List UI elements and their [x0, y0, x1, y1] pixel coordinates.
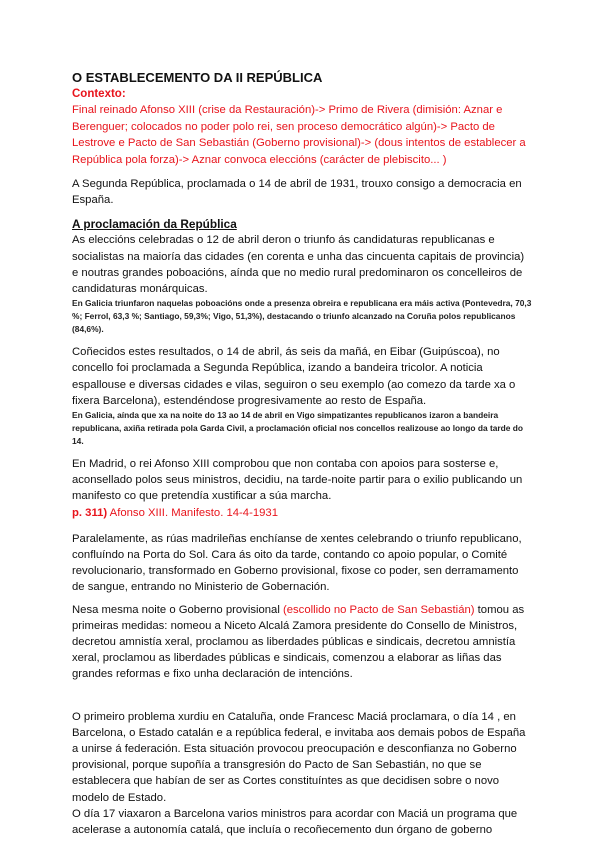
paragraph-catalonia: O primeiro problema xurdiu en Cataluña, onde Francesc Maciá proclamara, o día 14 , en Barcelona, o Estado catalán e a república federal, e invitaba aos demais pobos de España a unirse á federación. Esta situación provocou preocupación e desconfianza no Goberno provisional, porque supoñía a transgresión do Pacto de San Sebastián, no que se establecera que habían de ser as Cortes constituíntes as que decidisen sobre o novo modelo de Estado.	[72, 710, 526, 804]
intro-paragraph: A Segunda República, proclamada o 14 de abril de 1931, trouxo consigo a democracia en España.	[72, 178, 522, 207]
context-text: Final reinado Afonso XIII (crise da Restauración)-> Primo de Rivera (dimisión: Aznar e Berenguer; colocados no poder polo rei, sen proceso democrático algún)-> Pacto de Lestrove e Pacto de San Sebastián (Goberno provisional)-> (dous intentos de establecer a República pola forza)-> Aznar convoca eleccións (carácter de plebiscito... )	[72, 104, 526, 166]
measures-text-b: tomou as primeiras medidas: nomeou a Niceto Alcalá Zamora presidente do Consello de Ministros, decretou amnistía xeral, proclamou as liberdades públicas e sindicais, decretou amnistía xeral, proclamou as liberdades públicas e sindicais, comenzou a elaborar as liñas das grandes reformas e fixo unha declaración de intencións.	[72, 603, 525, 681]
context-label: Contexto:	[72, 88, 126, 100]
note-galicia-results: En Galicia triunfaron naquelas poboacións onde a presenza obreira e republicana era máis activa (Pontevedra, 70,3 %; Ferrol, 63,3 %; Santiago, 59,3%; Vigo, 51,3%), destacando o triunfo alcanzado na Coruña polos republicanos (84,6%).	[72, 298, 532, 335]
paragraph-madrid: En Madrid, o rei Afonso XIII comprobou que non contaba con apoios para sosterse e, aconsellado polos seus ministros, decidiu, na tarde-noite partir para o exilio publicando un manifesto co que pretendía xustificar a súa marcha.	[72, 458, 523, 503]
paragraph-proclamation: Coñecidos estes resultados, o 14 de abril, ás seis da mañá, en Eibar (Guipúscoa), no concello foi proclamada a Segunda República, izando a bandeira tricolor. A noticia espallouse e diversas cidades e vilas, seguiron o seu exemplo (ao comezo da tarde xa o fixera Barcelona), estendéndose progresivamente ao resto de España.	[72, 346, 516, 407]
page-title: O ESTABLECEMENTO DA II REPÚBLICA	[72, 70, 323, 85]
manifesto-reference	[72, 505, 532, 521]
note-galicia-proclamation: En Galicia, aínda que xa na noite do 13 ao 14 de abril en Vigo simpatizantes republicanos izaron a bandeira republicana, axiña retirada pola Garda Civil, a proclamación oficial nos concellos realizouse ao longo da tarde do 14.	[72, 410, 523, 447]
paragraph-ministers-barcelona: O día 17 viaxaron a Barcelona varios ministros para acordar con Maciá un programa que acelerase a autonomía catalá, que incluía o recoñecemento dun órgano de goberno	[72, 807, 518, 837]
measures-note: (escollido no Pacto de San Sebastián)	[282, 603, 475, 616]
section-heading: A proclamación da República	[72, 217, 237, 232]
document-page	[72, 70, 532, 838]
reference-page: p. 311)	[72, 506, 108, 519]
paragraph-first-measures	[72, 602, 532, 683]
measures-text-a: Nesa mesma noite o Goberno provisional	[72, 603, 283, 616]
paragraph-elections: As eleccións celebradas o 12 de abril deron o triunfo ás candidaturas republicanas e socialistas na maioría das cidades (en corenta e unha das cincuenta capitais de provincia) e noutras grandes poboacións, aínda que no medio rural predominaron os concelleiros de candidaturas monárquicas.	[72, 234, 525, 296]
reference-text: Afonso XIII. Manifesto. 14-4-1931	[107, 506, 278, 519]
paragraph-celebrations: Paralelamente, as rúas madrileñas enchíanse de xentes celebrando o triunfo republicano, confluíndo na Porta do Sol. Cara ás oito da tarde, contando co apoio popular, o Comité revolucionario, transformado en Goberno provisional, fixose co poder, sen derramamento de sangue, entrando no Ministerio de Gobernación.	[72, 532, 522, 594]
